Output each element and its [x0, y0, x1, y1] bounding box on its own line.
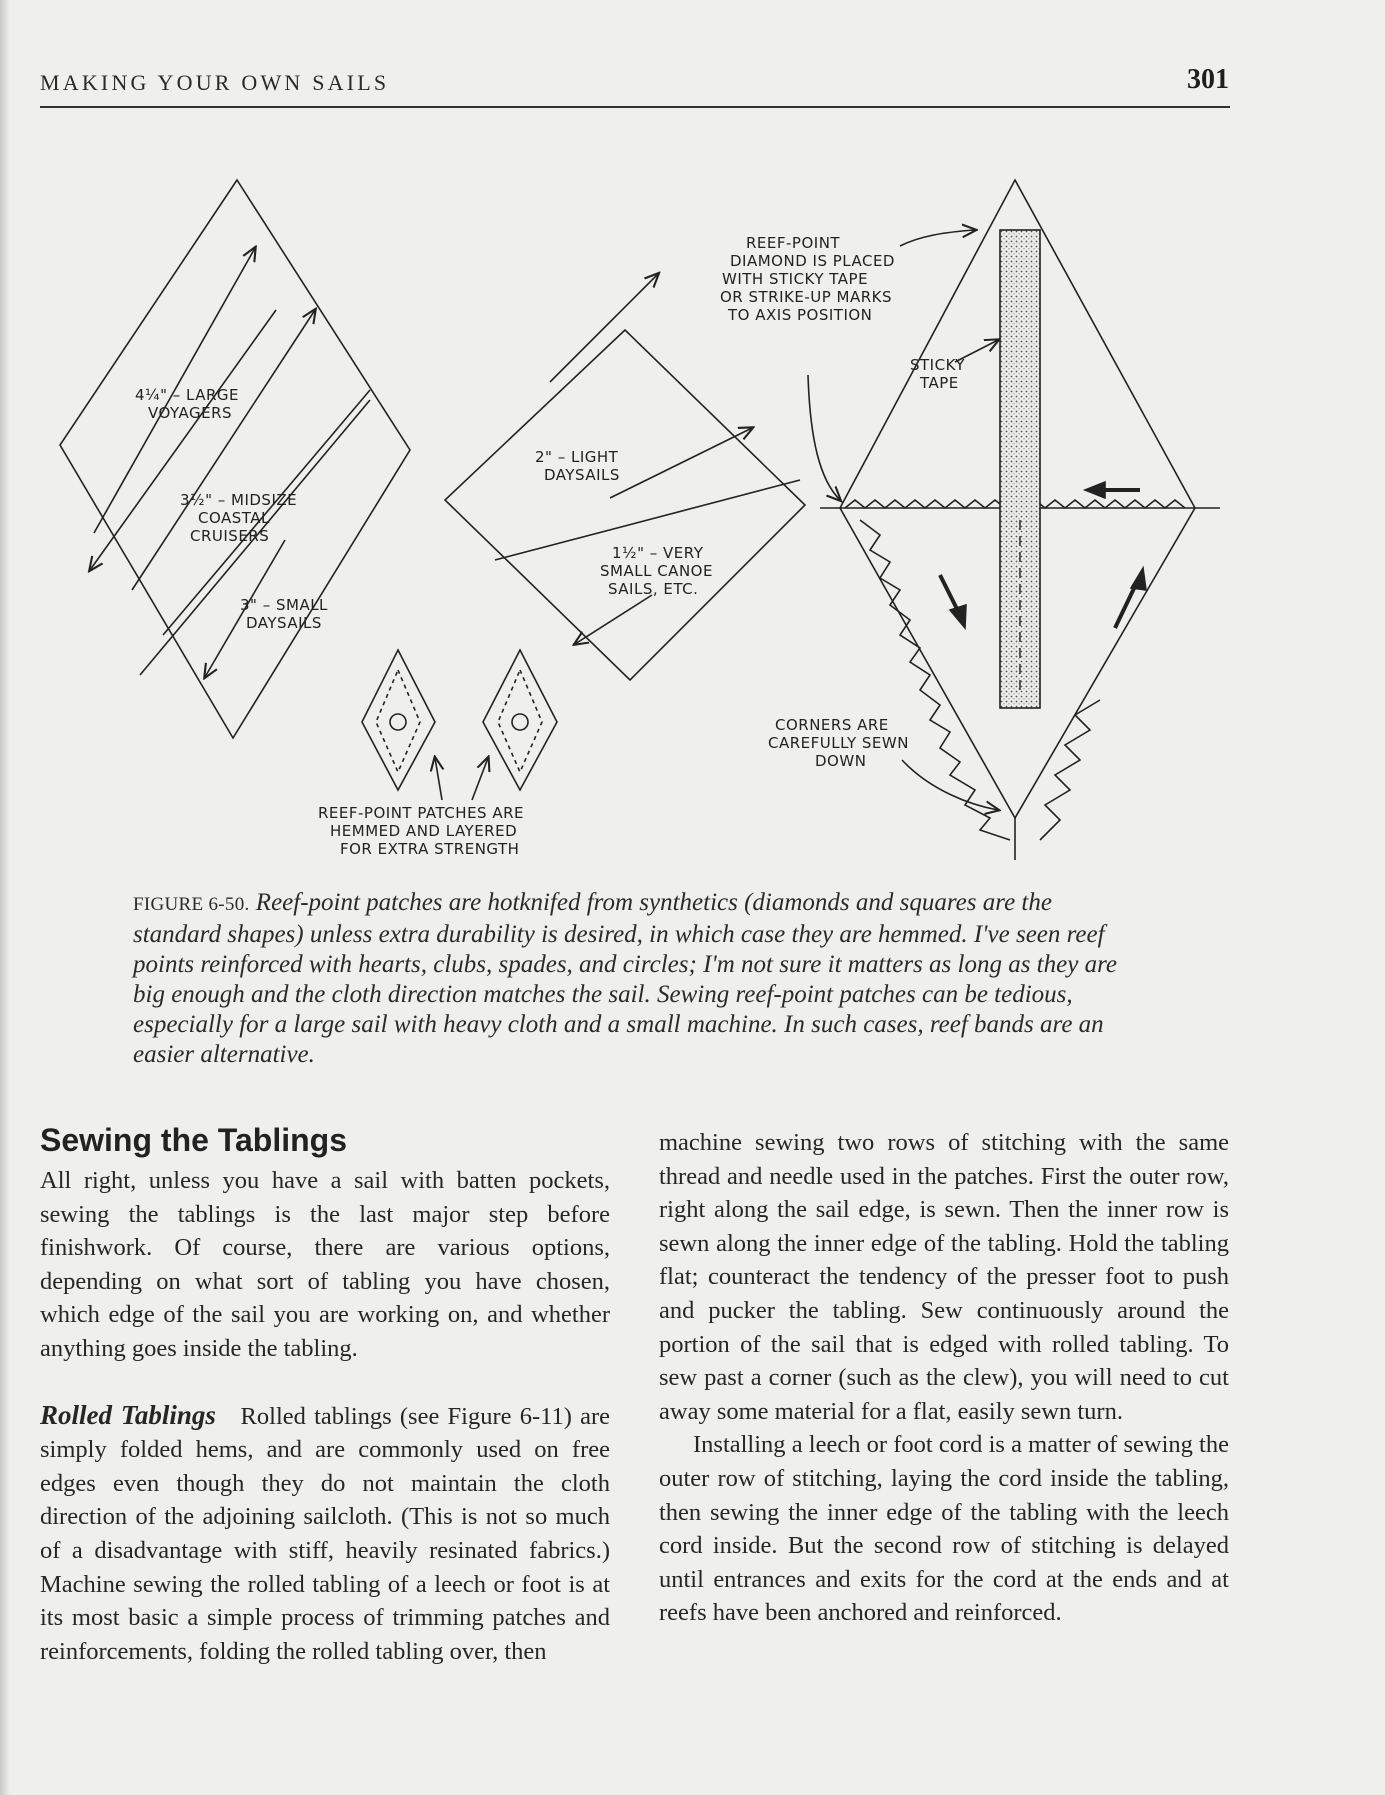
label-patches-2: HEMMED AND LAYERED [330, 822, 518, 840]
left-column [40, 1120, 610, 1668]
label-corners-2: CAREFULLY SEWN [768, 734, 909, 752]
square-patch [445, 330, 805, 680]
runin-heading: Rolled Tablings [40, 1399, 216, 1430]
label-diamond-2: DIAMOND IS PLACED [730, 252, 895, 270]
gutter-shadow [0, 0, 10, 1795]
pointer-corners [902, 760, 998, 810]
pointer-axis [808, 375, 840, 500]
size-line-very-small [610, 428, 752, 498]
label-light-1: 2" – LIGHT [535, 448, 619, 466]
label-small-2: DAYSAILS [246, 614, 322, 632]
label-diamond-3: WITH STICKY TAPE [722, 270, 869, 288]
arrow-left-icon [1085, 482, 1105, 498]
label-corners-3: DOWN [815, 752, 867, 770]
arrow-up-icon [1131, 568, 1146, 590]
figure-6-50 [40, 150, 1230, 890]
small-reef-diamond-1 [362, 650, 435, 790]
large-diamond-patch [60, 180, 410, 738]
running-head: MAKING YOUR OWN SAILS [40, 70, 390, 95]
zigzag-stitch-left [860, 520, 1010, 840]
paragraph-rolled-text: Rolled tablings (see Figure 6-11) are simply folded hems, and are commonly used on free edges even though they do not maintain the cloth direction of the adjoining sailcloth. (This is not so much of a disadvantage with stiff, heavily resinated fabrics.) Machine sewing the rolled tabling of a leech or foot is at its most basic a simple process of trimming patches and reinforcements, folding the rolled tabling over, then [40, 1402, 611, 1665]
label-patches-1: REEF-POINT PATCHES ARE [318, 804, 524, 822]
label-diamond-4: OR STRIKE-UP MARKS [720, 288, 893, 306]
figure-illustration [40, 150, 1230, 890]
label-tape-1: STICKY [910, 356, 966, 374]
right-column [659, 1126, 1229, 1630]
paragraph-rolled-tablings [40, 1399, 610, 1669]
small-reef-diamond-2 [483, 650, 557, 790]
label-light-2: DAYSAILS [544, 466, 620, 484]
size-line-very-small-b [575, 595, 652, 644]
label-mid-2: COASTAL [198, 509, 270, 527]
arrow-down-icon [950, 605, 966, 628]
header-rule [40, 106, 1230, 108]
pointer-reef-diamond [900, 230, 975, 246]
label-patches-3: FOR EXTRA STRENGTH [340, 840, 520, 858]
zigzag-stitch-right [1040, 700, 1100, 840]
pointer-patch-2 [472, 758, 488, 800]
label-small-1: 3" – SMALL [240, 596, 328, 614]
label-corners-1: CORNERS ARE [775, 716, 889, 734]
caption-label: FIGURE 6-50. [133, 894, 250, 915]
paragraph-intro: All right, unless you have a sail with batten pockets, sewing the tablings is the last major step before finishwork. Of course, there are various options, depending on what sort of tabling you have chosen, which edge of the sail you are working on, and whether anything goes inside the tabling. [40, 1167, 610, 1362]
label-mid-1: 3½" – MIDSIZE [180, 491, 298, 509]
label-diamond-1: REEF-POINT [746, 234, 841, 252]
label-vsmall-1: 1½" – VERY [612, 544, 704, 562]
label-mid-3: CRUISERS [190, 527, 270, 545]
figure-caption [133, 888, 1143, 1070]
size-line-midsize [132, 310, 315, 590]
size-line-light [550, 274, 658, 382]
label-large-2: VOYAGERS [148, 404, 233, 422]
section-heading: Sewing the Tablings [40, 1122, 347, 1158]
label-large-1: 4¼" – LARGE [135, 386, 240, 404]
label-vsmall-3: SAILS, ETC. [608, 580, 699, 598]
label-diamond-5: TO AXIS POSITION [728, 306, 873, 324]
pointer-patch-1 [435, 758, 442, 800]
paragraph-leech-cord: Installing a leech or foot cord is a matter of sewing the outer row of stitching, laying the cord inside the tabling, then sewing the inner edge of the tabling with the leech cord inside. But the second row of stitching is delayed until entrances and exits for the cord at the ends and at reefs have been anchored and reinforced. [659, 1431, 1229, 1627]
page-number: 301 [1187, 64, 1229, 95]
label-tape-2: TAPE [920, 374, 959, 392]
paragraph-continuation: machine sewing two rows of stitching with the same thread and needle used in the patches. First the outer row, right along the sail edge, is sewn. Then the inner row is sewn along the inner edge of the tabling. Hold the tabling flat; counteract the tendency of the presser foot to push and pucker the tabling. Sew continuously around the portion of the sail that is edged with rolled tabling. To sew past a corner (such as the clew), you will need to cut away some material for a flat, easily sewn turn. [659, 1129, 1229, 1425]
caption-text: Reef-point patches are hotknifed from synthetics (diamonds and squares are the standard shapes) unless extra durability is desired, in which case they are hemmed. I've seen reef points reinforced with hearts, clubs, spades, and circles; I'm not sure it matters as long as they are big enough and the cloth direction matches the sail. Sewing reef-point patches can be tedious, especially for a large sail with heavy cloth and a small machine. In such cases, reef bands are an easier alternative. [133, 889, 1117, 1068]
label-vsmall-2: SMALL CANOE [600, 562, 713, 580]
